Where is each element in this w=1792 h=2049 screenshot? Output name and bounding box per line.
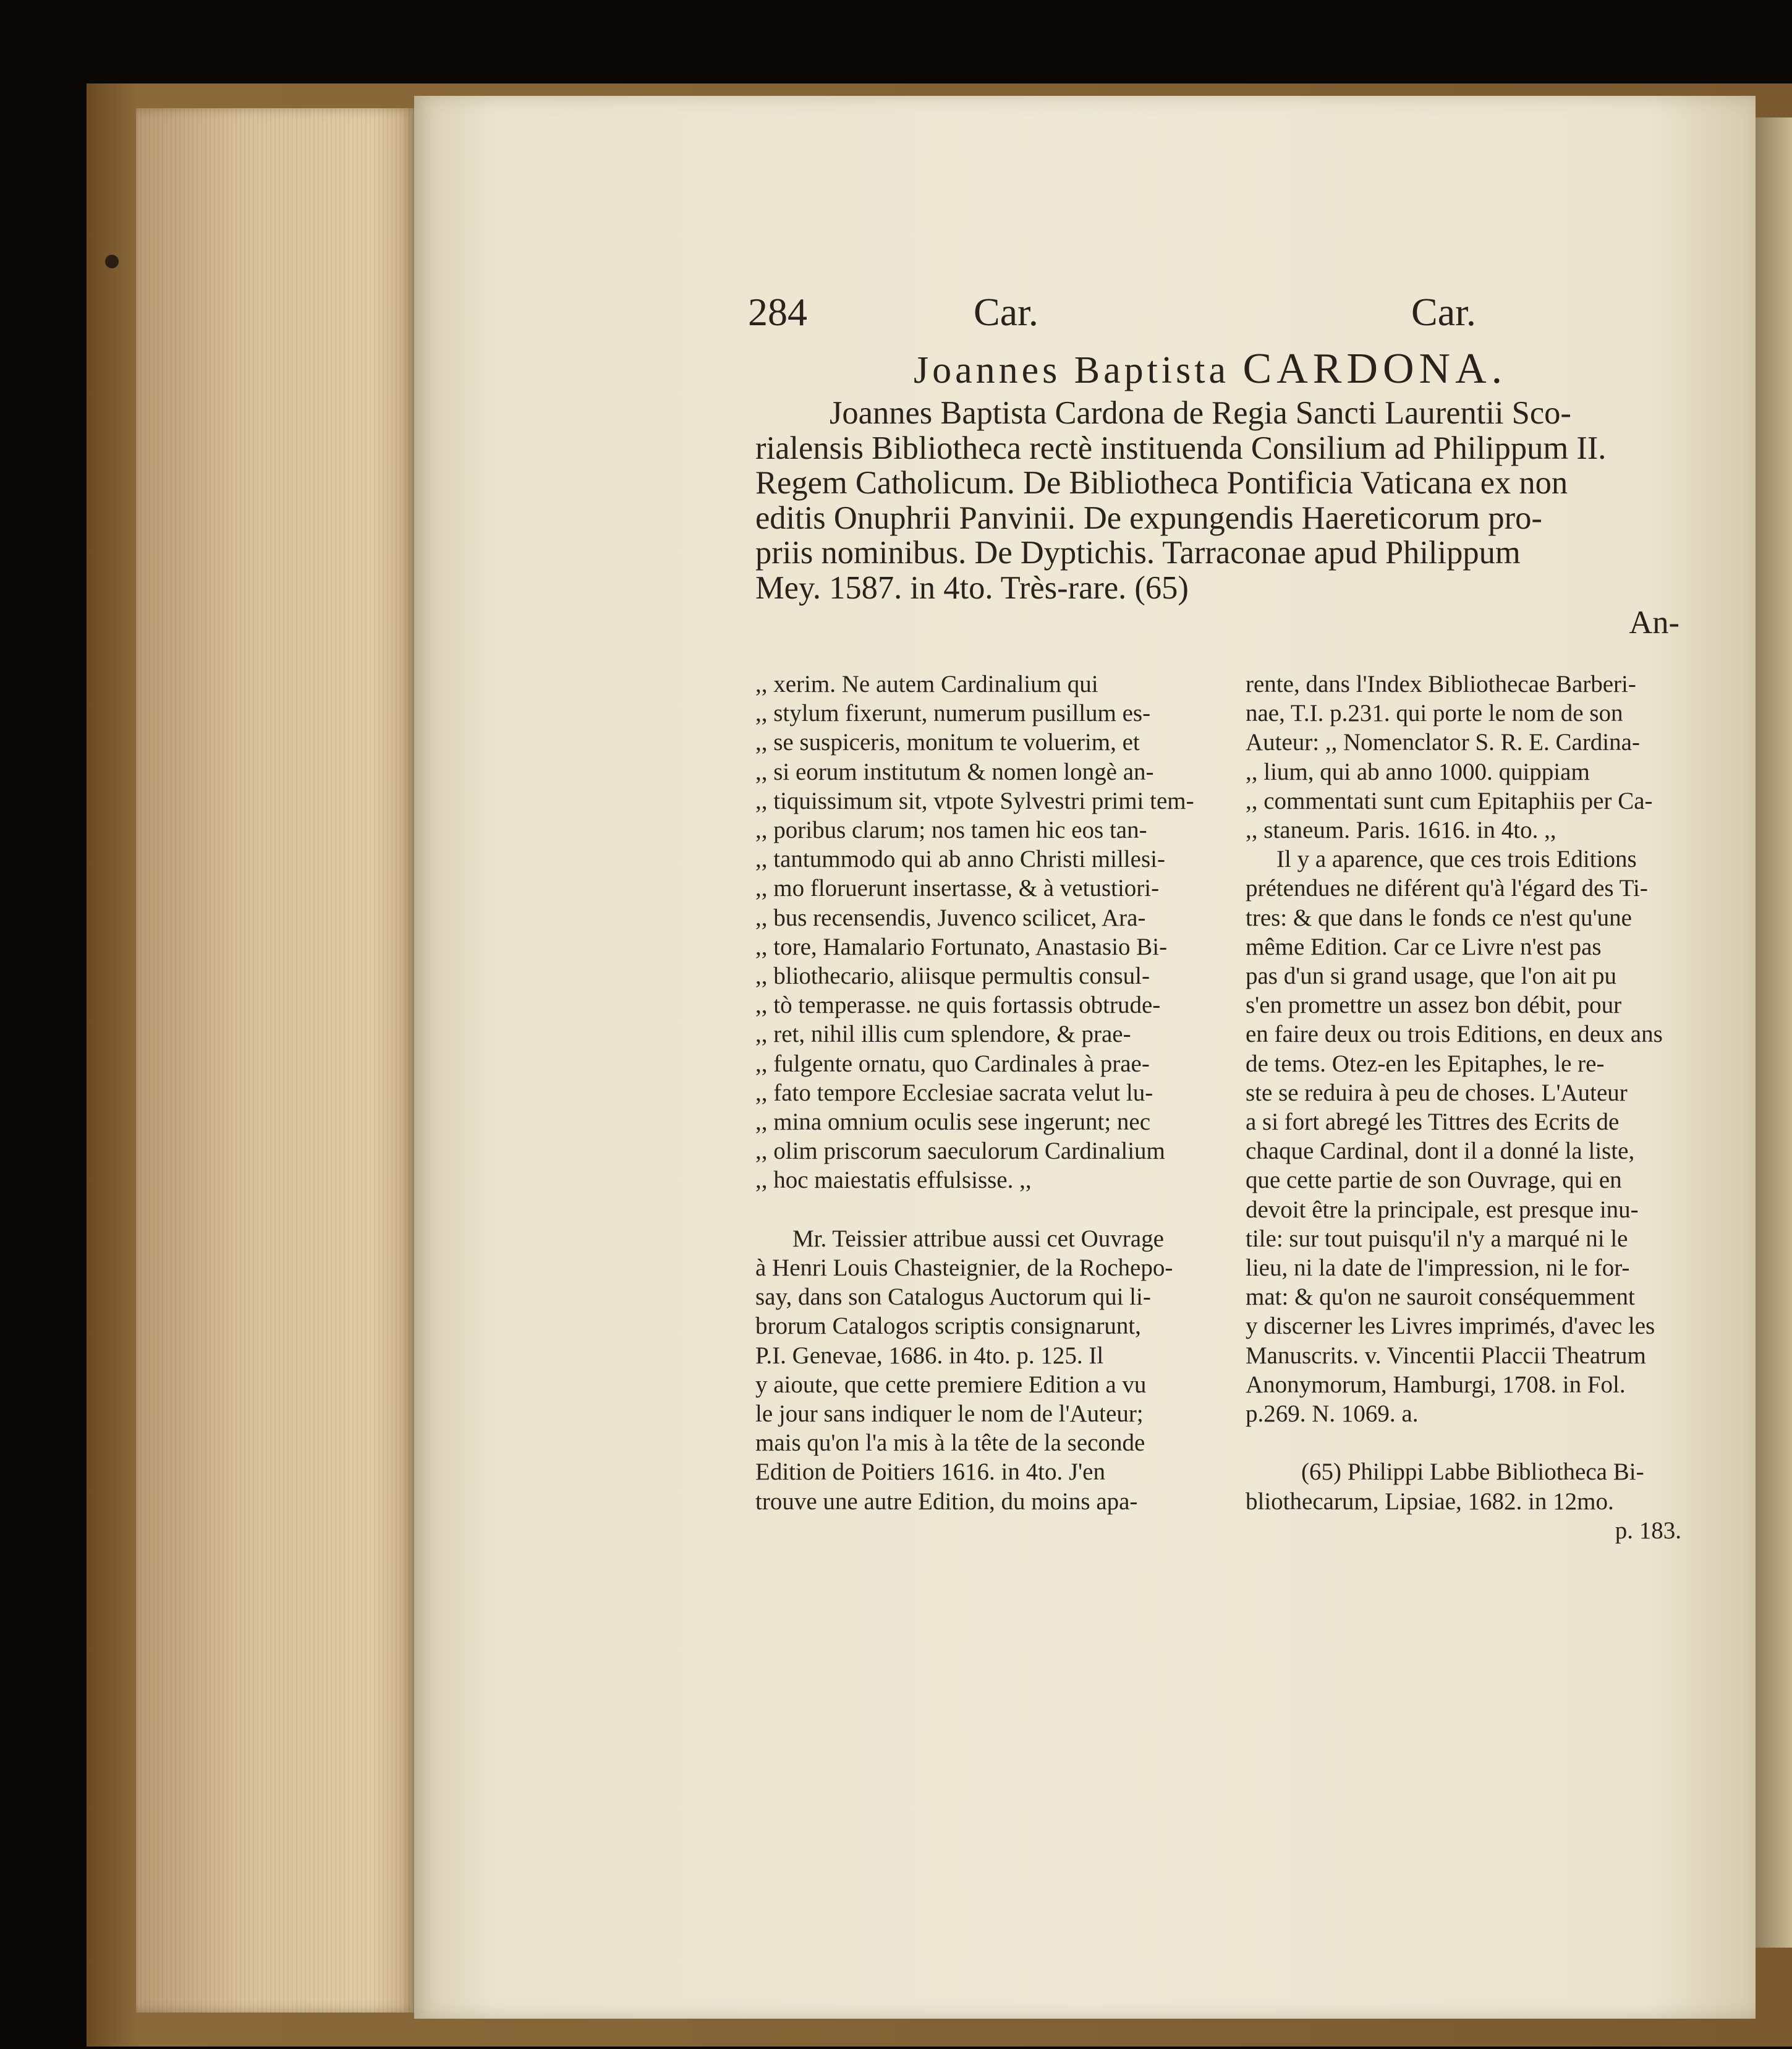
left-line: ,, tò temperasse. ne quis fortassis obtrude- bbox=[755, 992, 1161, 1019]
right-line: prétendues ne diférent qu'à l'égard des Ti- bbox=[1246, 875, 1648, 902]
page-number: 284 bbox=[748, 290, 807, 334]
page-edges bbox=[136, 108, 414, 2013]
right-column bbox=[1246, 670, 1681, 1545]
cover-stud bbox=[105, 255, 119, 268]
left-line: ,, stylum fixerunt, numerum pusillum es- bbox=[755, 700, 1151, 727]
left-line: Edition de Poitiers 1616. in 4to. J'en bbox=[755, 1459, 1105, 1486]
left-line: ,, hoc maiestatis effulsisse. ,, bbox=[755, 1167, 1032, 1194]
right-line: a si fort abregé les Tittres des Ecrits de bbox=[1246, 1109, 1620, 1136]
left-line: P.I. Genevae, 1686. in 4to. p. 125. Il bbox=[755, 1342, 1104, 1369]
right-line: devoit être la principale, est presque inu- bbox=[1246, 1196, 1639, 1223]
body-line: Mey. 1587. in 4to. Très-rare. (65) bbox=[755, 569, 1189, 606]
right-line: Il y a aparence, que ces trois Editions bbox=[1276, 846, 1637, 873]
right-line: Manuscrits. v. Vincentii Placcii Theatrum bbox=[1246, 1342, 1646, 1369]
left-column bbox=[755, 670, 1213, 1516]
right-line: ste se reduira à peu de choses. L'Auteur bbox=[1246, 1079, 1628, 1106]
entry-title-first: Joannes bbox=[914, 349, 1061, 391]
running-head-right: Car. bbox=[1411, 290, 1476, 334]
body-line: priis nominibus. De Dyptichis. Tarraconae apud Philippum bbox=[755, 535, 1521, 571]
left-line: mais qu'on l'a mis à la tête de la seconde bbox=[755, 1429, 1145, 1457]
left-line: ,, mo floruerunt insertasse, & à vetustiori- bbox=[755, 875, 1160, 902]
right-line: pas d'un si grand usage, que l'on ait pu bbox=[1246, 963, 1617, 990]
right-line: en faire deux ou trois Editions, en deux ans bbox=[1246, 1021, 1663, 1048]
right-line: ,, lium, qui ab anno 1000. quippiam bbox=[1246, 758, 1590, 785]
adjacent-page-edge bbox=[1752, 117, 1792, 1948]
left-line: ,, olim priscorum saeculorum Cardinalium bbox=[755, 1138, 1165, 1165]
right-line: Anonymorum, Hamburgi, 1708. in Fol. bbox=[1246, 1371, 1626, 1398]
catchword: An- bbox=[1629, 605, 1679, 641]
body-line: rialensis Bibliotheca rectè instituenda Consilium ad Philippum II. bbox=[755, 430, 1607, 466]
right-line: ,, staneum. Paris. 1616. in 4to. ,, bbox=[1246, 817, 1556, 844]
right-line: Auteur: ,, Nomenclator S. R. E. Cardina- bbox=[1246, 729, 1640, 756]
left-line: ,, tore, Hamalario Fortunato, Anastasio Bi- bbox=[755, 933, 1168, 960]
right-line: nae, T.I. p.231. qui porte le nom de son bbox=[1246, 700, 1623, 727]
right-line: p.269. N. 1069. a. bbox=[1246, 1400, 1419, 1428]
running-head-left: Car. bbox=[974, 290, 1038, 334]
entry-title-second: Baptista bbox=[1074, 349, 1229, 391]
left-line: ,, bus recensendis, Juvenco scilicet, Ara- bbox=[755, 904, 1146, 931]
left-line: ,, fulgente ornatu, quo Cardinales à prae- bbox=[755, 1050, 1150, 1077]
right-line: y discerner les Livres imprimés, d'avec les bbox=[1246, 1313, 1655, 1340]
right-line: (65) Philippi Labbe Bibliotheca Bi- bbox=[1301, 1459, 1644, 1486]
right-line: de tems. Otez-en les Epitaphes, le re- bbox=[1246, 1050, 1605, 1077]
left-line: Mr. Teissier attribue aussi cet Ouvrage bbox=[792, 1225, 1164, 1252]
left-line: ,, ret, nihil illis cum splendore, & prae- bbox=[755, 1021, 1131, 1048]
right-line: tres: & que dans le fonds ce n'est qu'une bbox=[1246, 904, 1632, 931]
right-line: bliothecarum, Lipsiae, 1682. in 12mo. bbox=[1246, 1488, 1614, 1515]
right-line: s'en promettre un assez bon débit, pour bbox=[1246, 992, 1622, 1019]
entry-title bbox=[914, 347, 1507, 392]
right-line: même Edition. Car ce Livre n'est pas bbox=[1246, 933, 1602, 960]
right-line: chaque Cardinal, dont il a donné la liste, bbox=[1246, 1138, 1635, 1165]
body-line: Joannes Baptista Cardona de Regia Sancti Laurentii Sco- bbox=[830, 395, 1571, 431]
right-line: lieu, ni la date de l'impression, ni le for- bbox=[1246, 1255, 1630, 1282]
right-line: tile: sur tout puisqu'il n'y a marqué ni le bbox=[1246, 1225, 1628, 1252]
right-line: rente, dans l'Index Bibliothecae Barberi- bbox=[1246, 671, 1636, 697]
left-line: y aioute, que cette premiere Edition a vu bbox=[755, 1371, 1147, 1398]
left-line: trouve une autre Edition, du moins apa- bbox=[755, 1488, 1138, 1515]
left-line bbox=[755, 1195, 1213, 1224]
left-line: ,, tantummodo qui ab anno Christi millesi- bbox=[755, 846, 1165, 873]
left-line: ,, poribus clarum; nos tamen hic eos tan- bbox=[755, 817, 1147, 844]
body-line: Regem Catholicum. De Bibliotheca Pontificia Vaticana ex non bbox=[755, 465, 1568, 501]
left-line: ,, fato tempore Ecclesiae sacrata velut lu- bbox=[755, 1079, 1153, 1106]
left-line: brorum Catalogos scriptis consignarunt, bbox=[755, 1313, 1141, 1340]
left-line: say, dans son Catalogus Auctorum qui li- bbox=[755, 1284, 1151, 1311]
left-line: ,, mina omnium oculis sese ingerunt; nec bbox=[755, 1109, 1151, 1136]
right-line: mat: & qu'on ne sauroit conséquemment bbox=[1246, 1284, 1635, 1311]
left-line: ,, se suspiceris, monitum te voluerim, et bbox=[755, 729, 1140, 756]
left-line: ,, tiquissimum sit, vtpote Sylvestri primi tem- bbox=[755, 787, 1194, 814]
entry-body bbox=[755, 396, 1679, 641]
left-line: ,, si eorum institutum & nomen longè an- bbox=[755, 758, 1154, 785]
left-line: ,, bliothecario, aliisque permultis consul- bbox=[755, 963, 1150, 990]
right-line bbox=[1246, 1428, 1681, 1457]
left-line: à Henri Louis Chasteignier, de la Rochepo- bbox=[755, 1255, 1173, 1282]
right-line: que cette partie de son Ouvrage, qui en bbox=[1246, 1167, 1622, 1194]
right-line: p. 183. bbox=[1615, 1517, 1681, 1544]
left-line: ,, xerim. Ne autem Cardinalium qui bbox=[755, 671, 1098, 697]
left-line: le jour sans indiquer le nom de l'Auteur; bbox=[755, 1400, 1144, 1428]
right-line: ,, commentati sunt cum Epitaphiis per Ca- bbox=[1246, 787, 1653, 814]
entry-title-surname: CARDONA. bbox=[1242, 345, 1508, 393]
body-line: editis Onuphrii Panvinii. De expungendis Haereticorum pro- bbox=[755, 500, 1542, 536]
